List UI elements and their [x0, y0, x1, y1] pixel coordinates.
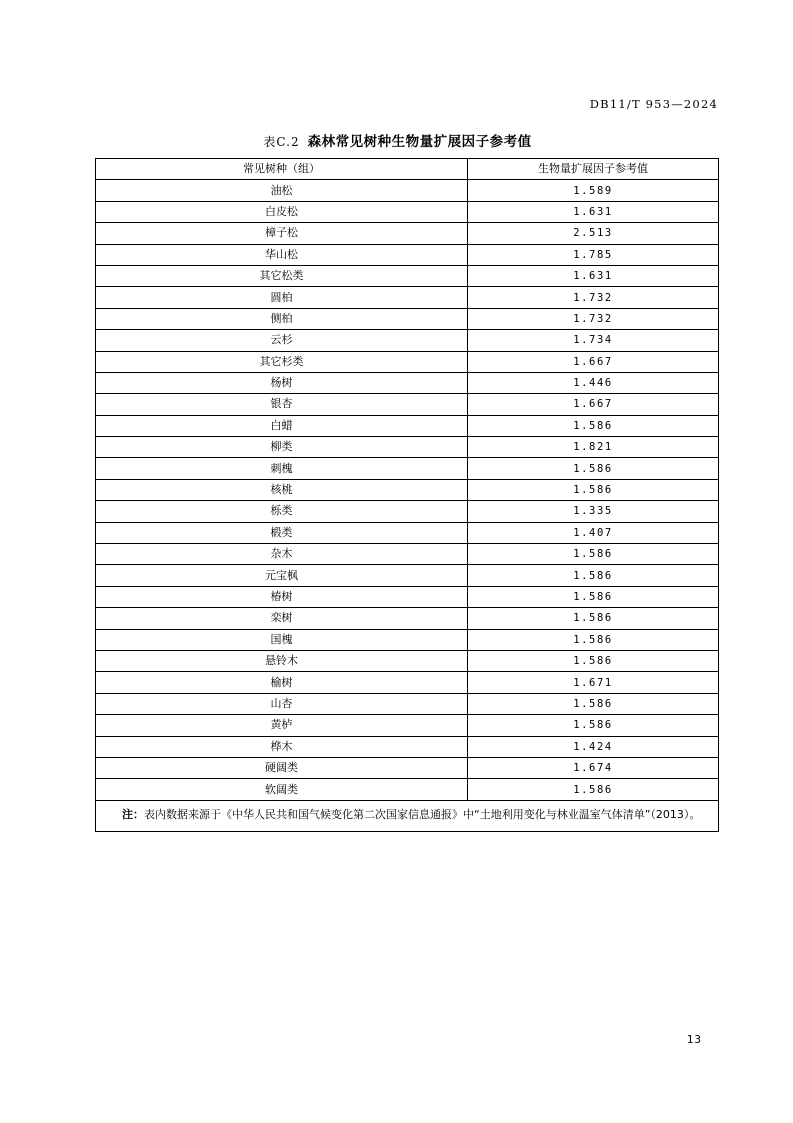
species-cell: 核桃 — [96, 479, 468, 500]
page-number: 13 — [686, 1033, 702, 1046]
species-cell: 栾树 — [96, 608, 468, 629]
value-cell: 1.586 — [468, 608, 719, 629]
species-cell: 云杉 — [96, 330, 468, 351]
table-row — [96, 522, 719, 543]
value-cell: 1.785 — [468, 244, 719, 265]
species-cell: 其它杉类 — [96, 351, 468, 372]
value-cell: 1.732 — [468, 308, 719, 329]
value-cell: 1.407 — [468, 522, 719, 543]
value-cell: 1.667 — [468, 351, 719, 372]
species-cell: 黄栌 — [96, 715, 468, 736]
species-cell: 白蜡 — [96, 415, 468, 436]
value-cell: 1.631 — [468, 265, 719, 286]
value-cell: 1.586 — [468, 629, 719, 650]
table-row — [96, 715, 719, 736]
species-cell: 华山松 — [96, 244, 468, 265]
value-cell: 1.586 — [468, 650, 719, 671]
table-row — [96, 201, 719, 222]
value-cell: 1.667 — [468, 394, 719, 415]
table-row — [96, 308, 719, 329]
column-header-value: 生物量扩展因子参考值 — [468, 159, 719, 180]
value-cell: 2.513 — [468, 223, 719, 244]
table-row — [96, 629, 719, 650]
value-cell: 1.586 — [468, 779, 719, 800]
table-row — [96, 608, 719, 629]
table-body — [96, 180, 719, 831]
species-cell: 杂木 — [96, 544, 468, 565]
table-row — [96, 779, 719, 800]
value-cell: 1.335 — [468, 501, 719, 522]
table-row — [96, 415, 719, 436]
value-cell: 1.589 — [468, 180, 719, 201]
species-cell: 杨树 — [96, 372, 468, 393]
table-row — [96, 586, 719, 607]
table-row — [96, 479, 719, 500]
table-row — [96, 437, 719, 458]
species-cell: 柳类 — [96, 437, 468, 458]
species-cell: 软阔类 — [96, 779, 468, 800]
table-row — [96, 650, 719, 671]
species-cell: 山杏 — [96, 693, 468, 714]
value-cell: 1.586 — [468, 586, 719, 607]
table-row — [96, 693, 719, 714]
table-row — [96, 672, 719, 693]
species-cell: 圆柏 — [96, 287, 468, 308]
table-header-row — [96, 159, 719, 180]
value-cell: 1.586 — [468, 479, 719, 500]
species-cell: 刺槐 — [96, 458, 468, 479]
species-cell: 椿树 — [96, 586, 468, 607]
species-cell: 樟子松 — [96, 223, 468, 244]
value-cell: 1.674 — [468, 757, 719, 778]
table-row — [96, 180, 719, 201]
table-title-text: 森林常见树种生物量扩展因子参考值 — [307, 134, 532, 150]
value-cell: 1.732 — [468, 287, 719, 308]
value-cell: 1.446 — [468, 372, 719, 393]
table-row — [96, 287, 719, 308]
value-cell: 1.586 — [468, 458, 719, 479]
table-row — [96, 265, 719, 286]
value-cell: 1.586 — [468, 415, 719, 436]
table-row — [96, 372, 719, 393]
table-row — [96, 351, 719, 372]
species-cell: 国槐 — [96, 629, 468, 650]
table-row — [96, 565, 719, 586]
value-cell: 1.671 — [468, 672, 719, 693]
table-row — [96, 330, 719, 351]
species-cell: 悬铃木 — [96, 650, 468, 671]
species-cell: 油松 — [96, 180, 468, 201]
document-code: DB11/T 953—2024 — [589, 97, 718, 111]
species-cell: 硬阔类 — [96, 757, 468, 778]
species-cell: 椴类 — [96, 522, 468, 543]
species-cell: 榆树 — [96, 672, 468, 693]
note-label: 注： — [122, 807, 144, 821]
species-cell: 银杏 — [96, 394, 468, 415]
species-cell: 侧柏 — [96, 308, 468, 329]
species-cell: 白皮松 — [96, 201, 468, 222]
table-title — [0, 130, 793, 150]
table-row — [96, 544, 719, 565]
table-row — [96, 223, 719, 244]
table-row — [96, 394, 719, 415]
species-cell: 元宝枫 — [96, 565, 468, 586]
table-row — [96, 244, 719, 265]
value-cell: 1.821 — [468, 437, 719, 458]
value-cell: 1.586 — [468, 565, 719, 586]
value-cell: 1.586 — [468, 715, 719, 736]
table-note — [96, 800, 719, 831]
species-cell: 其它松类 — [96, 265, 468, 286]
value-cell: 1.631 — [468, 201, 719, 222]
value-cell: 1.586 — [468, 544, 719, 565]
table-number: 表C.2 — [263, 135, 300, 149]
value-cell: 1.734 — [468, 330, 719, 351]
species-cell: 栎类 — [96, 501, 468, 522]
column-header-species: 常见树种（组） — [96, 159, 468, 180]
species-cell: 桦木 — [96, 736, 468, 757]
table-row — [96, 458, 719, 479]
table-row — [96, 736, 719, 757]
value-cell: 1.586 — [468, 693, 719, 714]
note-text: 表内数据来源于《中华人民共和国气候变化第二次国家信息通报》中“土地利用变化与林业温室气体清单”（2013）。 — [144, 807, 701, 821]
value-cell: 1.424 — [468, 736, 719, 757]
table-row — [96, 501, 719, 522]
table-row — [96, 757, 719, 778]
data-table — [95, 158, 719, 832]
table-note-row — [96, 800, 719, 831]
